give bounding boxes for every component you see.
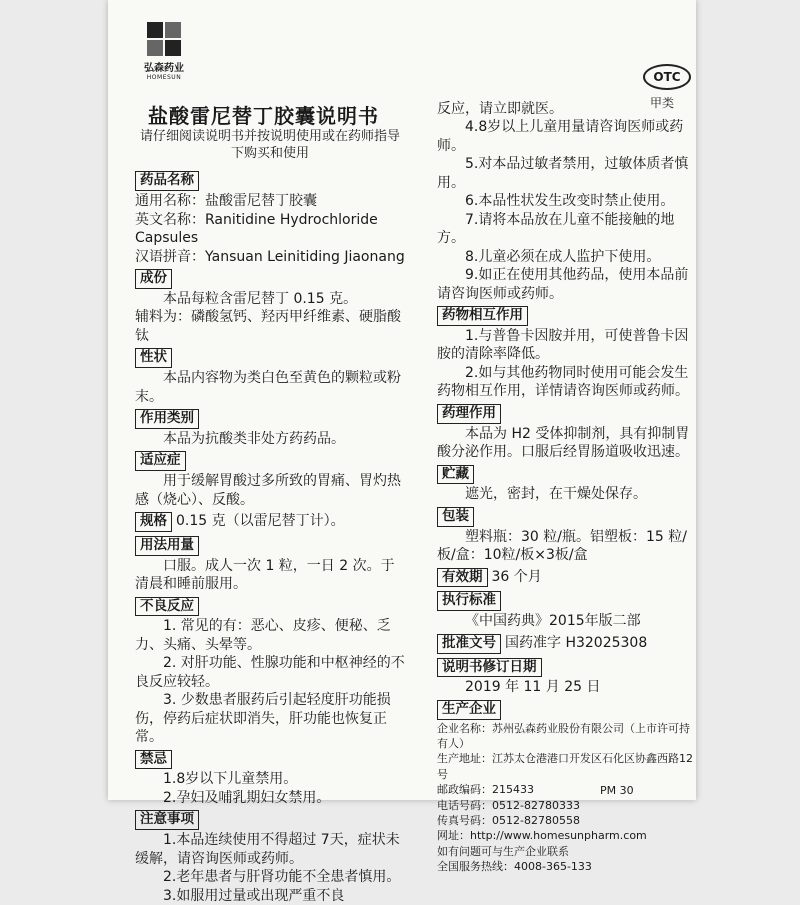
section-heading: 药理作用 bbox=[437, 404, 501, 424]
otc-badge: OTC bbox=[643, 64, 691, 90]
body-text: 6.本品性状发生改变时禁止使用。 bbox=[465, 193, 675, 210]
section-heading-row bbox=[135, 807, 405, 831]
body-text: 2019 年 11 月 25 日 bbox=[465, 679, 601, 696]
section-heading-row bbox=[437, 303, 697, 327]
company-info-line: 传真号码：0512-82780558 bbox=[437, 813, 580, 827]
left-column bbox=[135, 128, 405, 905]
body-text: 1.8岁以下儿童禁用。 bbox=[163, 771, 298, 788]
document-title: 盐酸雷尼替丁胶囊说明书 bbox=[148, 104, 379, 128]
section-heading: 性状 bbox=[135, 348, 172, 368]
section-heading-row bbox=[135, 266, 405, 290]
section-heading: 药品名称 bbox=[135, 171, 199, 191]
body-text: 口服。成人一次 1 粒，一日 2 次。于清晨和睡前服用。 bbox=[135, 557, 395, 593]
right-column bbox=[437, 100, 697, 875]
section-inline-value: 0.15 克（以雷尼替丁计）。 bbox=[176, 513, 345, 529]
body-text: 本品为抗酸类非处方药药品。 bbox=[163, 430, 345, 447]
section-heading-row bbox=[437, 588, 697, 612]
body-text: 本品为 H2 受体抑制剂，具有抑制胃酸分泌作用。口服后经胃肠道吸收迅速。 bbox=[437, 425, 690, 461]
body-text: 7.请将本品放在儿童不能接触的地方。 bbox=[437, 211, 675, 247]
body-text: 1. 常见的有：恶心、皮疹、便秘、乏力、头痛、头晕等。 bbox=[135, 618, 391, 653]
company-info-line: 电话号码：0512-82780333 bbox=[437, 798, 580, 812]
body-text: 9.如正在使用其他药品，使用本品前请咨询医师或药师。 bbox=[437, 267, 689, 302]
left-column-body bbox=[135, 168, 405, 905]
section-heading-row bbox=[437, 631, 697, 655]
section-heading: 规格 bbox=[135, 512, 172, 532]
section-heading: 说明书修订日期 bbox=[437, 658, 542, 678]
logo-english-name: HOMESUN bbox=[146, 74, 182, 81]
body-text: 辅料为：磷酸氢钙、羟丙甲纤维素、硬脂酸钛 bbox=[135, 309, 401, 344]
body-text: 2.孕妇及哺乳期妇女禁用。 bbox=[163, 789, 331, 806]
body-text: 本品每粒含雷尼替丁 0.15 克。 bbox=[163, 290, 358, 307]
section-heading-row bbox=[135, 168, 405, 192]
body-text: 反应，请立即就医。 bbox=[437, 101, 563, 117]
section-heading: 贮藏 bbox=[437, 465, 474, 485]
body-text: 3. 少数患者服药后引起轻度肝功能损伤，停药后症状即消失，肝功能也恢复正常。 bbox=[135, 692, 391, 746]
company-info-line: 网址：http://www.homesunpharm.com bbox=[437, 829, 647, 843]
body-text: 遮光，密封，在干燥处保存。 bbox=[465, 486, 647, 503]
section-heading-row bbox=[437, 504, 697, 528]
company-info-line: 全国服务热线：4008-365-133 bbox=[437, 860, 592, 874]
body-text: 2. 对肝功能、性腺功能和中枢神经的不良反应较轻。 bbox=[135, 655, 405, 690]
right-column-body bbox=[437, 100, 697, 721]
section-heading: 执行标准 bbox=[437, 591, 501, 611]
section-heading-row bbox=[437, 401, 697, 425]
body-text: 本品内容物为类白色至黄色的颗粒或粉末。 bbox=[135, 370, 401, 405]
body-text: 汉语拼音：Yansuan Leinitiding Jiaonang bbox=[135, 248, 405, 265]
body-text: 《中国药典》2015年版二部 bbox=[465, 613, 641, 630]
section-heading: 不良反应 bbox=[135, 597, 199, 617]
section-heading: 药物相互作用 bbox=[437, 306, 528, 326]
section-heading-row bbox=[135, 509, 405, 533]
logo-chinese-name: 弘森药业 bbox=[144, 63, 184, 74]
section-heading-row bbox=[135, 448, 405, 472]
footer-code: PM 30 bbox=[600, 784, 634, 797]
section-heading: 适应症 bbox=[135, 451, 186, 471]
body-text: 3.如服用过量或出现严重不良 bbox=[163, 887, 345, 904]
section-inline-value: 国药准字 H32025308 bbox=[505, 634, 648, 651]
section-heading: 注意事项 bbox=[135, 810, 199, 830]
section-heading: 成份 bbox=[135, 269, 172, 289]
section-heading: 作用类别 bbox=[135, 409, 199, 429]
section-heading-row bbox=[135, 594, 405, 618]
section-heading: 包装 bbox=[437, 507, 474, 527]
body-text: 4.8岁以上儿童用量请咨询医师或药师。 bbox=[437, 119, 684, 154]
company-info-line: 生产地址：江苏太仓港港口开发区石化区协鑫西路12号 bbox=[437, 752, 693, 781]
section-heading: 生产企业 bbox=[437, 700, 501, 720]
otc-class-label: 甲类 bbox=[650, 96, 675, 110]
body-text: 2.老年患者与肝肾功能不全患者慎用。 bbox=[163, 869, 401, 886]
section-heading: 有效期 bbox=[437, 568, 488, 588]
section-heading-row bbox=[135, 533, 405, 557]
body-text: 塑料瓶：30 粒/瓶。铝塑板：15 粒/板/盒：10粒/板×3板/盒 bbox=[437, 528, 687, 564]
body-text: 1.本品连续使用不得超过 7天，症状未缓解，请咨询医师或药师。 bbox=[135, 832, 400, 867]
section-heading: 批准文号 bbox=[437, 634, 501, 654]
company-logo bbox=[140, 22, 188, 81]
section-heading: 用法用量 bbox=[135, 536, 199, 556]
body-text: 用于缓解胃酸过多所致的胃痛、胃灼热感（烧心）、反酸。 bbox=[135, 473, 401, 508]
body-text: 1.与普鲁卡因胺并用，可使普鲁卡因胺的清除率降低。 bbox=[437, 327, 689, 363]
section-heading-row bbox=[437, 697, 697, 721]
body-text: 5.对本品过敏者禁用，过敏体质者慎用。 bbox=[437, 156, 689, 191]
section-heading-row bbox=[437, 655, 697, 679]
logo-mark-icon bbox=[147, 22, 181, 56]
section-heading-row bbox=[135, 345, 405, 369]
company-info-line: 如有问题可与生产企业联系 bbox=[437, 844, 569, 858]
section-heading-row bbox=[437, 462, 697, 486]
section-heading: 禁忌 bbox=[135, 750, 172, 770]
body-text: 8.儿童必须在成人监护下使用。 bbox=[465, 248, 661, 265]
section-heading-row bbox=[135, 747, 405, 771]
usage-notice: 请仔细阅读说明书并按说明使用或在药师指导下购买和使用 bbox=[139, 129, 400, 162]
section-inline-value: 36 个月 bbox=[491, 568, 542, 585]
section-heading-row bbox=[437, 565, 697, 589]
body-text: 英文名称：Ranitidine Hydrochloride Capsules bbox=[135, 211, 378, 247]
company-info bbox=[437, 721, 697, 875]
company-info-line: 邮政编码：215433 bbox=[437, 783, 534, 797]
body-text: 2.如与其他药物同时使用可能会发生药物相互作用，详情请咨询医师或药师。 bbox=[437, 364, 689, 400]
body-text: 通用名称：盐酸雷尼替丁胶囊 bbox=[135, 193, 317, 210]
section-heading-row bbox=[135, 406, 405, 430]
company-info-line: 企业名称：苏州弘森药业股份有限公司（上市许可持有人） bbox=[437, 721, 690, 751]
